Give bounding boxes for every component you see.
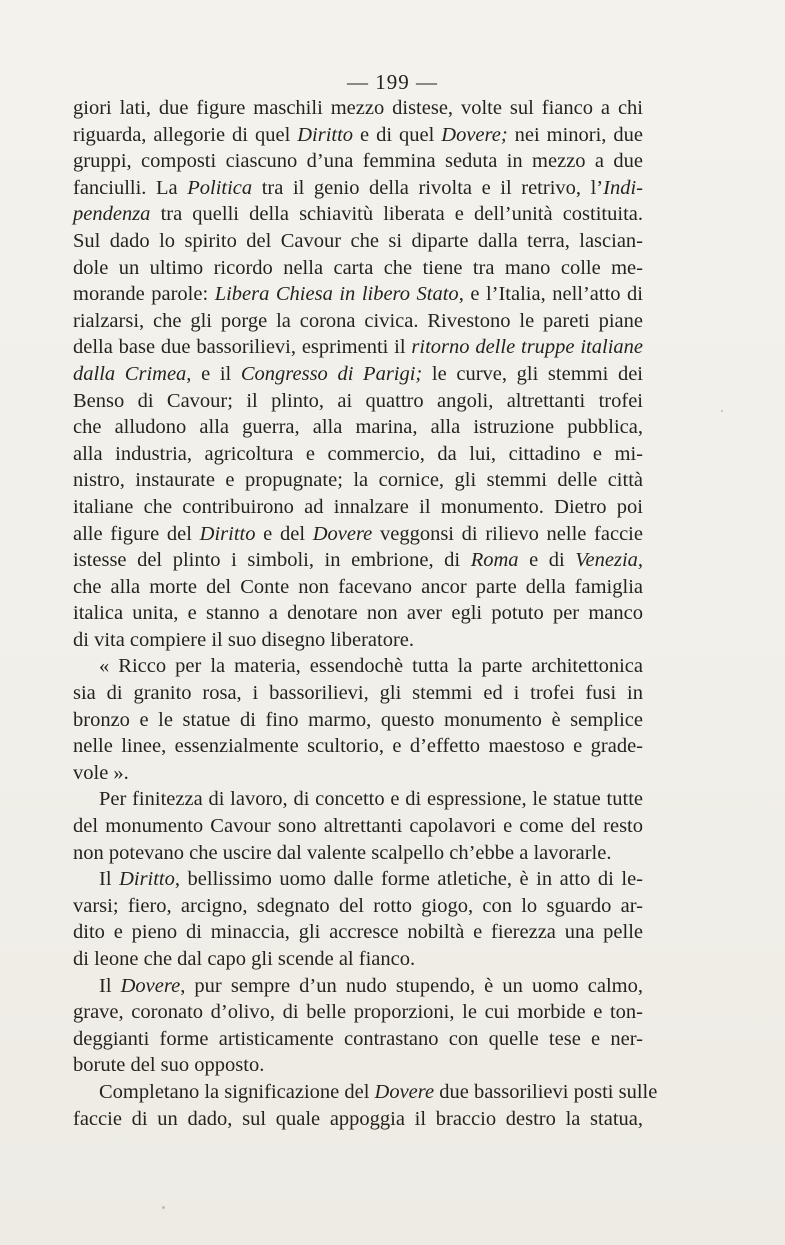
text-line	[73, 707, 643, 734]
text-segment: Completano la significazione del	[99, 1080, 375, 1103]
text-line	[73, 122, 643, 149]
text-segment: varsi; fiero, arcigno, sdegnato del rotto giogo, con lo sguardo ar-	[73, 894, 643, 917]
italic-text: Diritto	[119, 868, 175, 891]
text-segment: le curve, gli stemmi dei	[422, 362, 643, 385]
text-line	[73, 175, 643, 202]
text-segment: gruppi, composti ciascuno d’una femmina seduta in mezzo a due	[73, 150, 643, 173]
text-line	[73, 1026, 643, 1053]
text-line	[73, 228, 643, 255]
text-line	[73, 388, 643, 415]
text-line	[73, 600, 643, 627]
text-line	[73, 255, 643, 282]
text-segment: rialzarsi, che gli porge la corona civica. Rivestono le pareti piane	[73, 309, 643, 332]
text-line	[73, 999, 643, 1026]
text-segment: di leone che dal capo gli scende al fianco.	[73, 948, 416, 970]
italic-text: Congresso di Parigi;	[240, 362, 423, 385]
italic-text: Libera Chiesa in libero Stato	[214, 283, 459, 306]
text-segment: veggonsi di rilievo nelle faccie	[372, 522, 643, 545]
text-segment: Per finitezza di lavoro, di concetto e di espressione, le statue tutte	[99, 788, 643, 811]
text-segment: nistro, instaurate e propugnate; la cornice, gli stemmi delle città	[73, 469, 643, 492]
text-segment: italica unita, e stanno a denotare non aver egli potuto per manco	[73, 602, 643, 625]
italic-text: Diritto	[297, 123, 354, 146]
text-line	[73, 653, 643, 680]
text-line	[73, 95, 643, 122]
text-segment: del monumento Cavour sono altrettanti capolavori e come del resto	[73, 815, 643, 838]
text-line	[73, 1079, 658, 1106]
italic-text: Dovere;	[441, 123, 508, 146]
paper-speck	[721, 410, 723, 412]
text-segment: bronzo e le statue di fino marmo, questo monumento è semplice	[73, 708, 643, 731]
text-segment: « Ricco per la materia, essendochè tutta la parte architettonica	[99, 655, 643, 678]
text-segment: , bellissimo uomo dalle forme atletiche, è in atto di le-	[174, 868, 643, 891]
text-segment: dito e pieno di minaccia, gli accresce nobiltà e fierezza una pelle	[73, 921, 643, 944]
text-line	[73, 574, 643, 601]
text-line	[73, 733, 643, 760]
text-line	[73, 414, 643, 441]
text-segment: Sul dado lo spirito del Cavour che si diparte dalla terra, lascian-	[73, 229, 643, 252]
text-segment: della base due bassorilievi, esprimenti il	[73, 336, 412, 359]
italic-text: Dovere	[312, 522, 373, 545]
italic-text: Roma	[470, 549, 519, 572]
text-segment: sia di granito rosa, i bassorilievi, gli stemmi ed i trofei fusi in	[73, 682, 643, 705]
text-line	[73, 760, 643, 787]
text-segment: tra il genio della rivolta e il retrivo, l’	[252, 176, 604, 199]
text-segment: grave, coronato d’olivo, di belle proporzioni, le cui morbide e ton-	[73, 1001, 643, 1024]
italic-text: Dovere	[120, 974, 181, 997]
text-line	[73, 547, 643, 574]
text-segment: di vita compiere il suo disegno liberatore.	[73, 628, 415, 651]
text-line	[73, 840, 643, 867]
text-segment: alle figure del	[73, 522, 200, 545]
text-segment: dole un ultimo ricordo nella carta che tiene tra mano colle me-	[73, 256, 643, 279]
text-line	[73, 813, 643, 840]
text-line	[73, 494, 643, 521]
text-line	[73, 281, 643, 308]
page-number: — 199 —	[347, 70, 438, 94]
text-segment: alla industria, agricoltura e commercio, da lui, cittadino e mi-	[73, 442, 643, 465]
text-segment: non potevano che uscire dal valente scalpello ch’ebbe a lavorarle.	[73, 841, 612, 864]
text-line	[73, 521, 643, 548]
text-line	[73, 467, 643, 494]
italic-text: Indi-	[603, 176, 643, 199]
text-segment: e di	[518, 549, 576, 572]
text-segment: giori lati, due figure maschili mezzo distese, volte sul fianco a chi	[73, 97, 643, 119]
text-segment: deggianti forme artisticamente contrastano con quelle tese e ner-	[73, 1027, 643, 1050]
italic-text: dalla Crimea	[73, 362, 187, 385]
text-line	[73, 361, 643, 388]
text-line	[73, 334, 643, 361]
italic-text: Dovere	[374, 1080, 435, 1103]
text-segment: tra quelli della schiavitù liberata e dell’unità costituita.	[150, 203, 643, 226]
text-segment: nei minori, due	[507, 123, 643, 146]
text-segment: vole ».	[73, 761, 129, 784]
body-text	[73, 95, 658, 1132]
text-segment: riguarda, allegorie di quel	[73, 123, 298, 146]
text-line	[73, 148, 643, 175]
text-segment: italiane che contribuirono ad innalzare il monumento. Dietro poi	[73, 495, 643, 518]
text-line	[73, 866, 643, 893]
text-segment: , e il	[186, 362, 241, 385]
text-segment: morande parole:	[73, 283, 215, 306]
text-line	[73, 680, 643, 707]
text-line	[73, 893, 643, 920]
italic-text: Diritto	[199, 522, 256, 545]
text-line	[73, 308, 643, 335]
text-segment: Il	[99, 868, 120, 891]
text-segment: nelle linee, essenzialmente scultorio, e d’effetto maestoso e grade-	[73, 735, 643, 758]
text-line	[73, 1052, 643, 1079]
text-line	[73, 441, 643, 468]
paper-speck	[162, 1206, 165, 1209]
text-segment: due bassorilievi posti sulle	[434, 1080, 658, 1103]
text-segment: Il	[99, 974, 121, 997]
text-segment: che alla morte del Conte non facevano ancor parte della famiglia	[73, 575, 643, 598]
text-line	[73, 946, 643, 973]
text-segment: , pur sempre d’un nudo stupendo, è un uomo calmo,	[180, 974, 643, 997]
italic-text: pendenza	[73, 203, 151, 226]
text-line	[73, 973, 643, 1000]
italic-text: ritorno delle truppe italiane	[411, 336, 643, 359]
text-segment: faccie di un dado, sul quale appoggia il braccio destro la statua,	[73, 1107, 643, 1130]
text-line	[73, 1106, 643, 1133]
italic-text: Venezia,	[575, 549, 644, 572]
text-segment: che alludono alla guerra, alla marina, alla istruzione pubblica,	[73, 416, 643, 439]
text-segment: , e l’Italia, nell’atto di	[458, 283, 644, 306]
text-segment: e del	[255, 522, 313, 545]
text-line	[73, 786, 643, 813]
italic-text: Politica	[187, 176, 253, 199]
text-segment: e di quel	[353, 123, 442, 146]
text-segment: fanciulli. La	[73, 176, 188, 199]
text-segment: borute del suo opposto.	[73, 1054, 265, 1077]
text-segment: Benso di Cavour; il plinto, ai quattro angoli, altrettanti trofei	[73, 389, 643, 412]
text-segment: istesse del plinto i simboli, in embrione, di	[73, 549, 471, 572]
text-line	[73, 627, 643, 654]
text-line	[73, 201, 643, 228]
text-line	[73, 919, 643, 946]
